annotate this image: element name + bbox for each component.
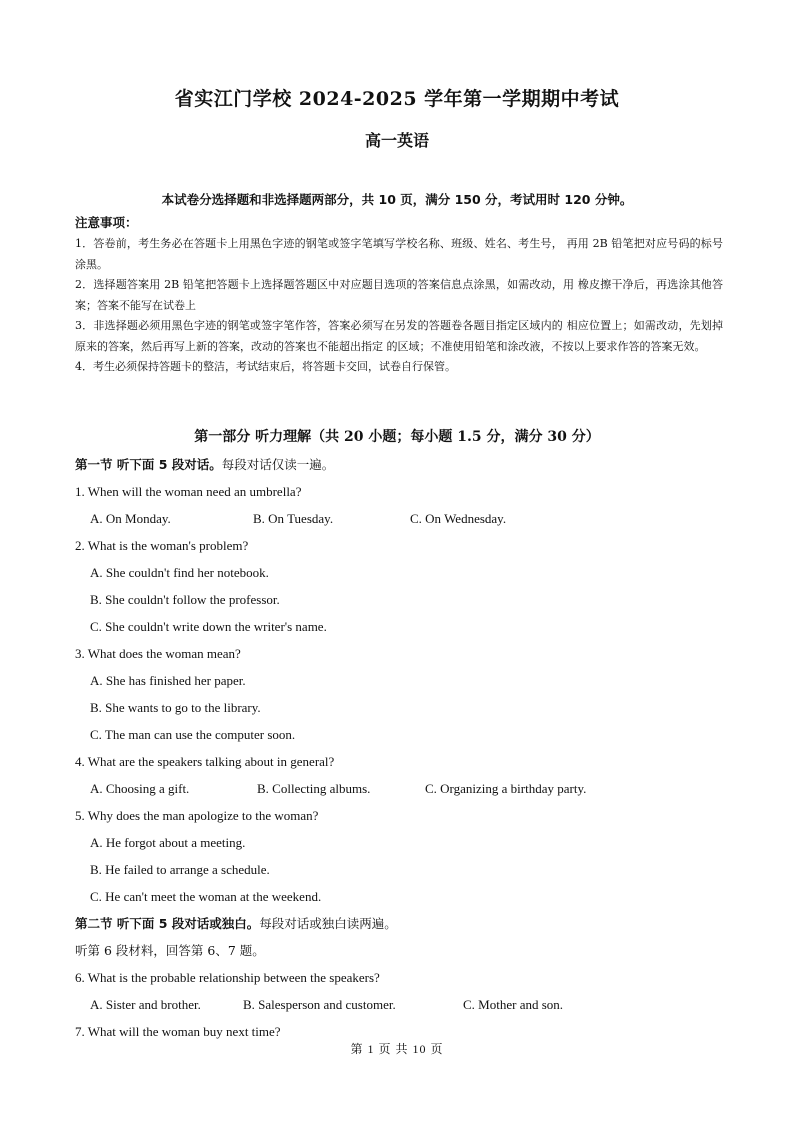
question-1-options (75, 509, 725, 536)
option-b: B. Collecting albums. (257, 781, 371, 796)
exam-title: 省实江门学校 2024-2025 学年第一学期期中考试 (174, 88, 620, 110)
question-7-stem: 7. What will the woman buy next time? (75, 1024, 281, 1039)
section2-desc: 每段对话或独白读两遍。 (259, 916, 397, 931)
instruction-item: 2．选择题答案用 2B 铅笔把答题卡上选择题答题区中对应题目选项的答案信息点涂黑，如需改动，用 橡皮擦干净后，再选涂其他答案；答案不能写在试卷上 (75, 278, 723, 312)
section2-label: 第二节 听下面 5 段对话或独白。 (75, 916, 260, 931)
exam-subject: 高一英语 (364, 131, 429, 150)
option-b: B. She couldn't follow the professor. (90, 592, 280, 607)
question-1-stem: 1. When will the woman need an umbrella? (75, 484, 302, 499)
option-c: C. He can't meet the woman at the weekend. (90, 889, 322, 904)
listening-questions (75, 455, 725, 1049)
question-6-options (75, 995, 725, 1022)
instruction-item: 1．答卷前，考生务必在答题卡上用黑色字迹的钢笔或签字笔填写学校名称、班级、姓名、考生号， 再用 2B 铅笔把对应号码的标号涂黑。 (75, 237, 723, 271)
section1-desc: 每段对话仅读一遍。 (221, 457, 335, 472)
exam-summary: 本试卷分选择题和非选择题两部分，共 10 页，满分 150 分，考试用时 120 分钟。 (161, 192, 633, 207)
option-c: C. She couldn't write down the writer's name. (90, 619, 327, 634)
option-a: A. He forgot about a meeting. (90, 835, 246, 850)
option-b: B. He failed to arrange a schedule. (90, 862, 270, 877)
question-3-stem: 3. What does the woman mean? (75, 646, 241, 661)
option-c: C. Organizing a birthday party. (425, 781, 587, 796)
option-b: B. On Tuesday. (253, 511, 334, 526)
instructions-heading: 注意事项： (75, 215, 138, 230)
question-5-stem: 5. Why does the man apologize to the woman? (75, 808, 319, 823)
option-a: A. She has finished her paper. (90, 673, 246, 688)
option-c: C. On Wednesday. (410, 511, 507, 526)
question-2-stem: 2. What is the woman's problem? (75, 538, 249, 553)
material-6-note: 听第 6 段材料，回答第 6、7 题。 (75, 943, 265, 958)
option-c: C. The man can use the computer soon. (90, 727, 296, 742)
option-a: A. Choosing a gift. (90, 781, 190, 796)
option-b: B. Salesperson and customer. (243, 997, 396, 1012)
question-6-stem: 6. What is the probable relationship between the speakers? (75, 970, 380, 985)
page-number: 第 1 页 共 10 页 (350, 1042, 444, 1056)
instructions (75, 213, 723, 378)
instruction-item: 3．非选择题必须用黑色字迹的钢笔或签字笔作答，答案必须写在另发的答题卷各题目指定区域内的 相应位置上；如需改动，先划掉原来的答案，然后再写上新的答案，改动的答案也不能超出指定 的区域；不准使用铅笔和涂改液，不按以上要求作答的答案无效。 (75, 319, 723, 353)
part1-heading: 第一部分 听力理解（共 20 小题；每小题 1.5 分，满分 30 分） (194, 429, 600, 445)
option-a: A. Sister and brother. (90, 997, 201, 1012)
question-4-options (75, 779, 725, 806)
section2-heading (75, 914, 725, 941)
section1-label: 第一节 听下面 5 段对话。 (75, 457, 222, 472)
option-a: A. On Monday. (90, 511, 171, 526)
question-4-stem: 4. What are the speakers talking about in general? (75, 754, 335, 769)
option-a: A. She couldn't find her notebook. (90, 565, 269, 580)
option-b: B. She wants to go to the library. (90, 700, 261, 715)
option-c: C. Mother and son. (463, 997, 564, 1012)
instruction-item: 4．考生必须保持答题卡的整洁，考试结束后，将答题卡交回，试卷自行保管。 (75, 360, 456, 373)
section1-heading (75, 455, 725, 482)
